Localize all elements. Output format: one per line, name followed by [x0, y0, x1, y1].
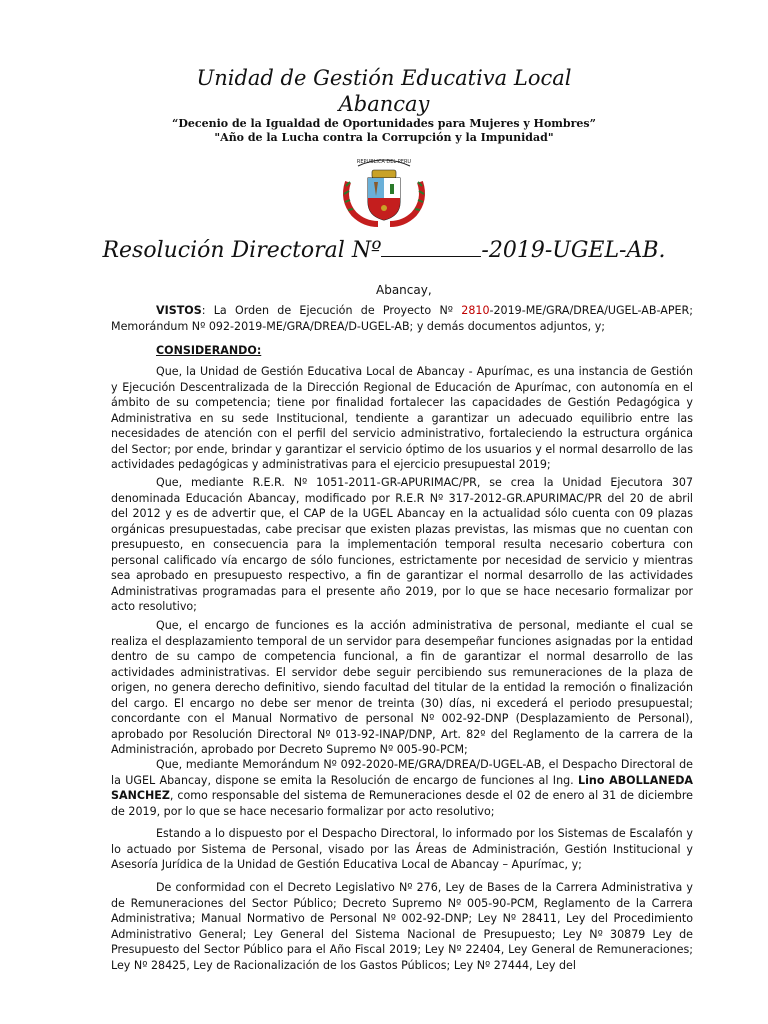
employee-name: Lino ABOLLANEDA SANCHEZ — [111, 773, 693, 802]
peru-coat-of-arms-icon — [338, 152, 430, 230]
paragraph-1: Que, la Unidad de Gestión Educativa Local de Abancay - Apurímac, es una instancia de Gestión y Ejecución Descentralizada de la Dirección Regional de Educación de Apurímac, con autonomía en el ámbito de su competencia; tiene por finalidad fortalecer las capacidades de Gestión Pedagógica y Administrativa en su sede Institucional, tendiente a garantizar un adecuado equilibrio entre las necesidades de atención con el perfil del servicio administrativo, fortaleciendo la estructura orgánica del Sector; por ende, brindar y garantizar el servicio óptimo de los usuarios y el normal desarrollo de las actividades pedagógicas y administrativas para el ejercicio presupuestal 2019; — [111, 365, 693, 471]
paragraph-3: Que, el encargo de funciones es la acción administrativa de personal, mediante el cual se realiza el desplazamiento temporal de un servidor para desempeñar funciones asignadas por la entidad dentro de su campo de competencia funcional, a fin de garantizar el normal desarrollo de las actividades administrativas. El servidor debe seguir percibiendo sus remuneraciones de la plaza de origen, no genera derecho definitivo, siendo facultad del titular de la entidad la remoción o finalización del cargo. El encargo no debe ser menor de treinta (30) días, ni excederá el periodo presupuestal; concordante con el Manual Normativo de personal Nº 002-92-DNP (Desplazamiento de Personal), aprobado por Resolución Directoral Nº 013-92-INAP/DNP, Art. 82º del Reglamento de la carrera de la Administración, aprobado por Decreto Supremo Nº 005-90-PCM; — [111, 619, 693, 756]
crest-text: REPUBLICA DEL PERU — [356, 159, 412, 165]
year-slogan: "Año de la Lucha contra la Corrupción y la Impunidad" — [214, 131, 554, 144]
paragraph-5: Estando a lo dispuesto por el Despacho Directoral, lo informado por los Sistemas de Escalafón y lo actuado por Sistema de Personal, visado por las Áreas de Administración, Gestión Institucional y Asesoría Jurídica de la Unidad de Gestión Educativa Local de Abancay – Apurímac, y; — [111, 827, 693, 871]
place-date-line: Abancay, — [376, 283, 432, 297]
considerando-heading: CONSIDERANDO: — [156, 344, 262, 357]
vistos-paragraph: VISTOS: La Orden de Ejecución de Proyecto Nº 2810-2019-ME/GRA/DREA/UGEL-AB-APER; Memorándum Nº 092-2019-ME/GRA/DREA/D-UGEL-AB; y demás documentos adjuntos, y; — [111, 304, 693, 333]
resolution-number-line — [0, 236, 768, 266]
decade-slogan: “Decenio de la Igualdad de Oportunidades para Mujeres y Hombres” — [172, 117, 596, 130]
resolution-suffix: -2019-UGEL-AB. — [481, 238, 666, 263]
paragraph-4: Que, mediante Memorándum Nº 092-2020-ME/GRA/DREA/D-UGEL-AB, el Despacho Directoral de la UGEL Abancay, dispone se emita la Resolución de encargo de funciones al Ing. Lino ABOLLANEDA SANCHEZ, como responsable del sistema de Remuneraciones desde el 02 de enero al 31 de diciembre de 2019, por lo que se hace necesario formalizar por acto resolutivo; — [111, 758, 693, 818]
paragraph-2: Que, mediante R.E.R. Nº 1051-2011-GR-APURIMAC/PR, se crea la Unidad Ejecutora 307 denominada Educación Abancay, modificado por R.E.R Nº 317-2012-GR.APURIMAC/PR del 20 de abril del 2012 y es de advertir que, el CAP de la UGEL Abancay en la actualidad sólo cuenta con 09 plazas orgánicas presupuestadas, cabe precisar que existen plazas previstas, las mismas que no cuentan con presupuesto, en consecuencia para la implementación temporal resulta necesario cobertura con personal calificado vía encargo de sólo funciones, estrictamente por necesidad de servicio y mientras sea aprobado en presupuesto respectivo, a fin de garantizar el normal desarrollo de las actividades Administrativas programadas para el presente año 2019, por lo que se hace necesario formalizar por acto resolutivo; — [111, 476, 693, 613]
resolution-prefix: Resolución Directoral Nº — [102, 238, 382, 263]
resolution-number-blank — [381, 236, 481, 257]
vistos-label: VISTOS — [156, 304, 202, 317]
header-title: Unidad de Gestión Educativa Local — [196, 66, 572, 90]
header-subtitle: Abancay — [338, 92, 430, 116]
order-number: 2810 — [461, 304, 490, 317]
paragraph-6: De conformidad con el Decreto Legislativo Nº 276, Ley de Bases de la Carrera Administrativa y de Remuneraciones del Sector Público; Decreto Supremo Nº 005-90-PCM, Reglamento de la Carrera Administrativa; Manual Normativo de Personal Nº 002-92-DNP; Ley Nº 28411, Ley del Procedimiento Administrativo General; Ley General del Sistema Nacional de Presupuesto; Ley Nº 30879 Ley de Presupuesto del Sector Público para el Año Fiscal 2019; Ley Nº 22404, Ley General de Remuneraciones; Ley Nº 28425, Ley de Racionalización de los Gastos Públicos; Ley Nº 27444, Ley del — [111, 881, 693, 972]
